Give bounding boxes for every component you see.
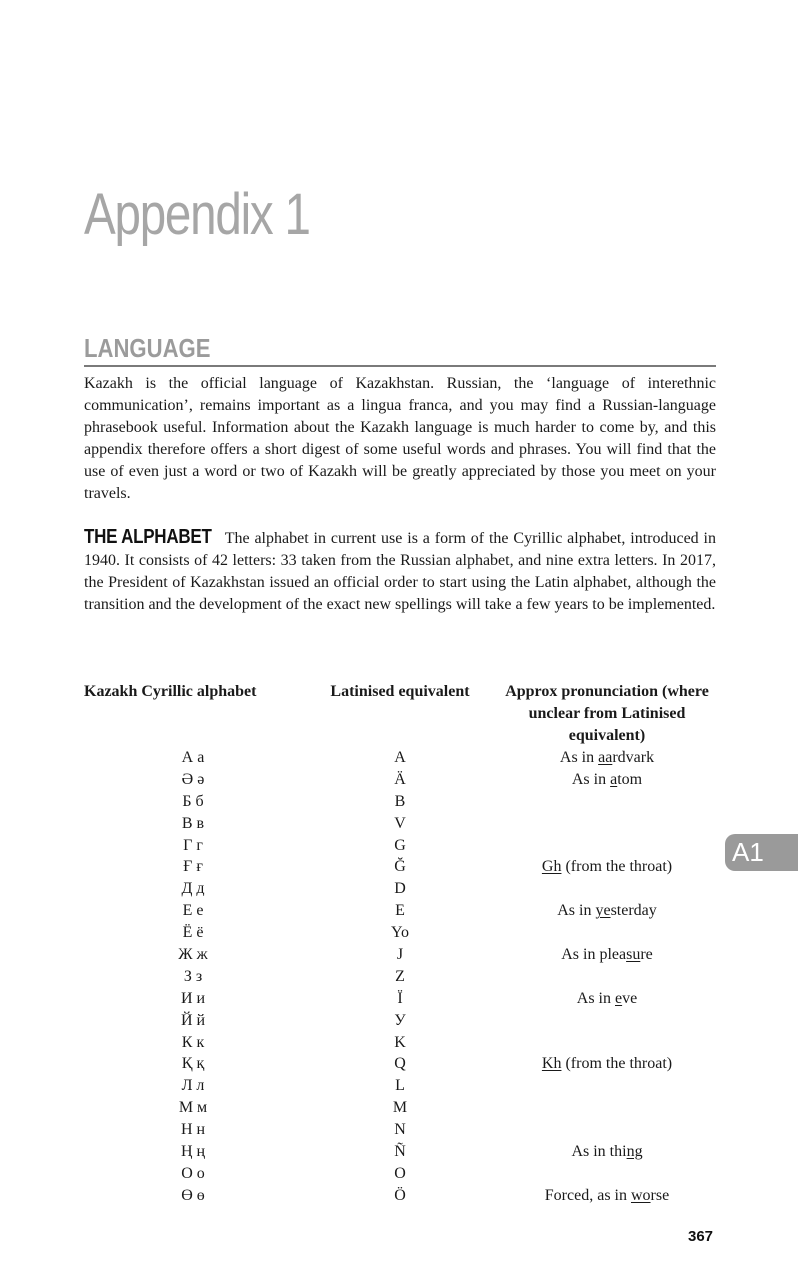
table-row (84, 769, 716, 791)
cyrillic-letter: Ң ң (180, 1143, 206, 1161)
cyrillic-letter: Д д (181, 880, 205, 898)
cyrillic-letter: Б б (182, 792, 204, 810)
cyrillic-letter: А а (181, 749, 205, 766)
table-row (84, 835, 716, 857)
pronunciation (498, 1185, 716, 1207)
pronunciation (498, 944, 716, 966)
pronunciation-text: (from the throat) (561, 858, 673, 876)
underlined-sound: ng (626, 1143, 643, 1161)
underlined-sound: su (626, 946, 641, 964)
cyrillic-letter: Ж ж (178, 946, 208, 964)
latin-equivalent: Ğ (394, 858, 406, 876)
pronunciation (498, 791, 716, 813)
header-pronunciation: Approx pronunciation (where unclear from Latinised equivalent) (505, 683, 709, 744)
cyrillic-letter: Ө ө (181, 1186, 205, 1204)
cyrillic-letter: Л л (181, 1077, 205, 1095)
pronunciation (498, 813, 716, 835)
page-number: 367 (688, 1228, 714, 1245)
pronunciation-text: As in plea (561, 946, 627, 964)
latin-equivalent: Ï (397, 989, 403, 1007)
table-row (84, 813, 716, 835)
table-row (84, 900, 716, 922)
page-title: Appendix 1 (84, 182, 310, 247)
pronunciation (498, 900, 716, 922)
table-row (84, 1097, 716, 1119)
latin-equivalent: Ö (394, 1186, 406, 1204)
latin-equivalent: Yo (391, 924, 409, 942)
latin-equivalent: V (394, 814, 406, 832)
table-body (84, 747, 716, 1207)
table-row (84, 1163, 716, 1185)
table-row (84, 988, 716, 1010)
alphabet-paragraph (84, 526, 716, 616)
latin-equivalent: Ä (394, 770, 406, 788)
pronunciation (498, 1075, 716, 1097)
pronunciation (498, 1163, 716, 1185)
table-row (84, 944, 716, 966)
latin-equivalent: E (395, 902, 405, 920)
cyrillic-letter: О о (181, 1164, 205, 1182)
pronunciation (498, 769, 716, 791)
pronunciation-text: ve (622, 989, 638, 1007)
pronunciation (498, 856, 716, 878)
pronunciation (498, 1119, 716, 1141)
pronunciation-text: As in (571, 770, 611, 788)
table-row (84, 1032, 716, 1054)
pronunciation-text: re (640, 946, 653, 964)
latin-equivalent: N (394, 1121, 406, 1139)
underlined-sound: e (615, 989, 623, 1007)
pronunciation-text: Forced, as in (544, 1186, 631, 1204)
cyrillic-letter: Й й (180, 1011, 206, 1029)
cyrillic-letter: И и (180, 989, 206, 1007)
cyrillic-letter: В в (181, 814, 205, 832)
cyrillic-letter: Ғ ғ (183, 858, 203, 876)
cyrillic-letter: Ә ә (181, 770, 205, 788)
alphabet-table (84, 681, 716, 1207)
pronunciation-text: As in thi (571, 1143, 627, 1161)
pronunciation-text: sterday (610, 902, 657, 920)
latin-equivalent: M (392, 1099, 408, 1117)
pronunciation-text: rse (650, 1186, 670, 1204)
pronunciation (498, 878, 716, 900)
pronunciation-text: tom (617, 770, 643, 788)
table-row (84, 1119, 716, 1141)
pronunciation (498, 966, 716, 988)
latin-equivalent: A (394, 749, 406, 766)
table-row (84, 922, 716, 944)
pronunciation (498, 1032, 716, 1054)
cyrillic-letter: Е е (182, 902, 204, 920)
pronunciation (498, 1097, 716, 1119)
pronunciation (498, 922, 716, 944)
latin-equivalent: O (394, 1164, 406, 1182)
table-header (84, 681, 716, 747)
pronunciation (498, 1010, 716, 1032)
latin-equivalent: Q (394, 1055, 406, 1073)
latin-equivalent: Z (395, 967, 405, 985)
alphabet-paragraph-text: The alphabet in current use is a form of the Cyrillic alphabet, introduced in 1940. It consists of 42 letters: 33 taken from the Russian alphabet, and nine extra letters. In 2017, the President of Kazakhstan issued an official order to start using the Latin alphabet, although the transition and the development of the exact new spellings will take a few years to be implemented. (84, 530, 716, 613)
underlined-sound: ye (595, 902, 611, 920)
latin-equivalent: K (394, 1033, 406, 1051)
table-row (84, 1075, 716, 1097)
cyrillic-letter: З з (183, 967, 203, 985)
latin-equivalent: J (396, 946, 404, 964)
latin-equivalent: Ñ (394, 1143, 406, 1161)
cyrillic-letter: К к (181, 1033, 205, 1051)
cyrillic-letter: Г г (183, 836, 203, 854)
pronunciation (498, 1141, 716, 1163)
table-row (84, 966, 716, 988)
pronunciation (498, 747, 716, 769)
underlined-sound: aa (598, 749, 613, 766)
table-row (84, 1185, 716, 1207)
pronunciation-text: As in (576, 989, 615, 1007)
table-row (84, 747, 716, 769)
underlined-sound: wo (630, 1186, 651, 1204)
pronunciation-text: As in (557, 902, 596, 920)
cyrillic-letter: Ё ё (182, 924, 204, 942)
cyrillic-letter: Н н (180, 1121, 206, 1139)
latin-equivalent: D (394, 880, 406, 898)
table-row (84, 1141, 716, 1163)
pronunciation (498, 988, 716, 1010)
table-row (84, 791, 716, 813)
section-heading-language (84, 332, 716, 367)
table-row (84, 878, 716, 900)
cyrillic-letter: Қ қ (181, 1055, 205, 1073)
pronunciation-text: (from the throat) (561, 1055, 673, 1073)
underlined-sound: a (610, 770, 618, 788)
latin-equivalent: У (394, 1011, 406, 1029)
pronunciation-text: rdvark (612, 749, 655, 766)
section-heading-text: LANGUAGE (84, 333, 211, 363)
table-row (84, 1010, 716, 1032)
header-cyrillic: Kazakh Cyrillic alphabet (84, 683, 257, 700)
underlined-sound: Gh (541, 858, 562, 876)
alphabet-heading: THE ALPHABET (84, 526, 212, 548)
latin-equivalent: B (394, 792, 406, 810)
latin-equivalent: G (394, 836, 406, 854)
table-row (84, 1053, 716, 1075)
cyrillic-letter: М м (178, 1099, 208, 1117)
header-latin: Latinised equivalent (330, 683, 470, 700)
underlined-sound: Kh (541, 1055, 562, 1073)
pronunciation-text: As in (559, 749, 599, 766)
appendix-side-tab: A1 (725, 834, 798, 871)
pronunciation (498, 1053, 716, 1075)
latin-equivalent: L (395, 1077, 405, 1095)
intro-paragraph: Kazakh is the official language of Kazakhstan. Russian, the ‘language of interethnic communication’, remains important as a lingua franca, and you may find a Russian-language phrasebook useful. Information about the Kazakh language is much harder to come by, and this appendix therefore offers a short digest of some useful words and phrases. You will find that the use of even just a word or two of Kazakh will be greatly appreciated by those you meet on your travels. (84, 375, 716, 502)
pronunciation (498, 835, 716, 857)
table-row (84, 856, 716, 878)
